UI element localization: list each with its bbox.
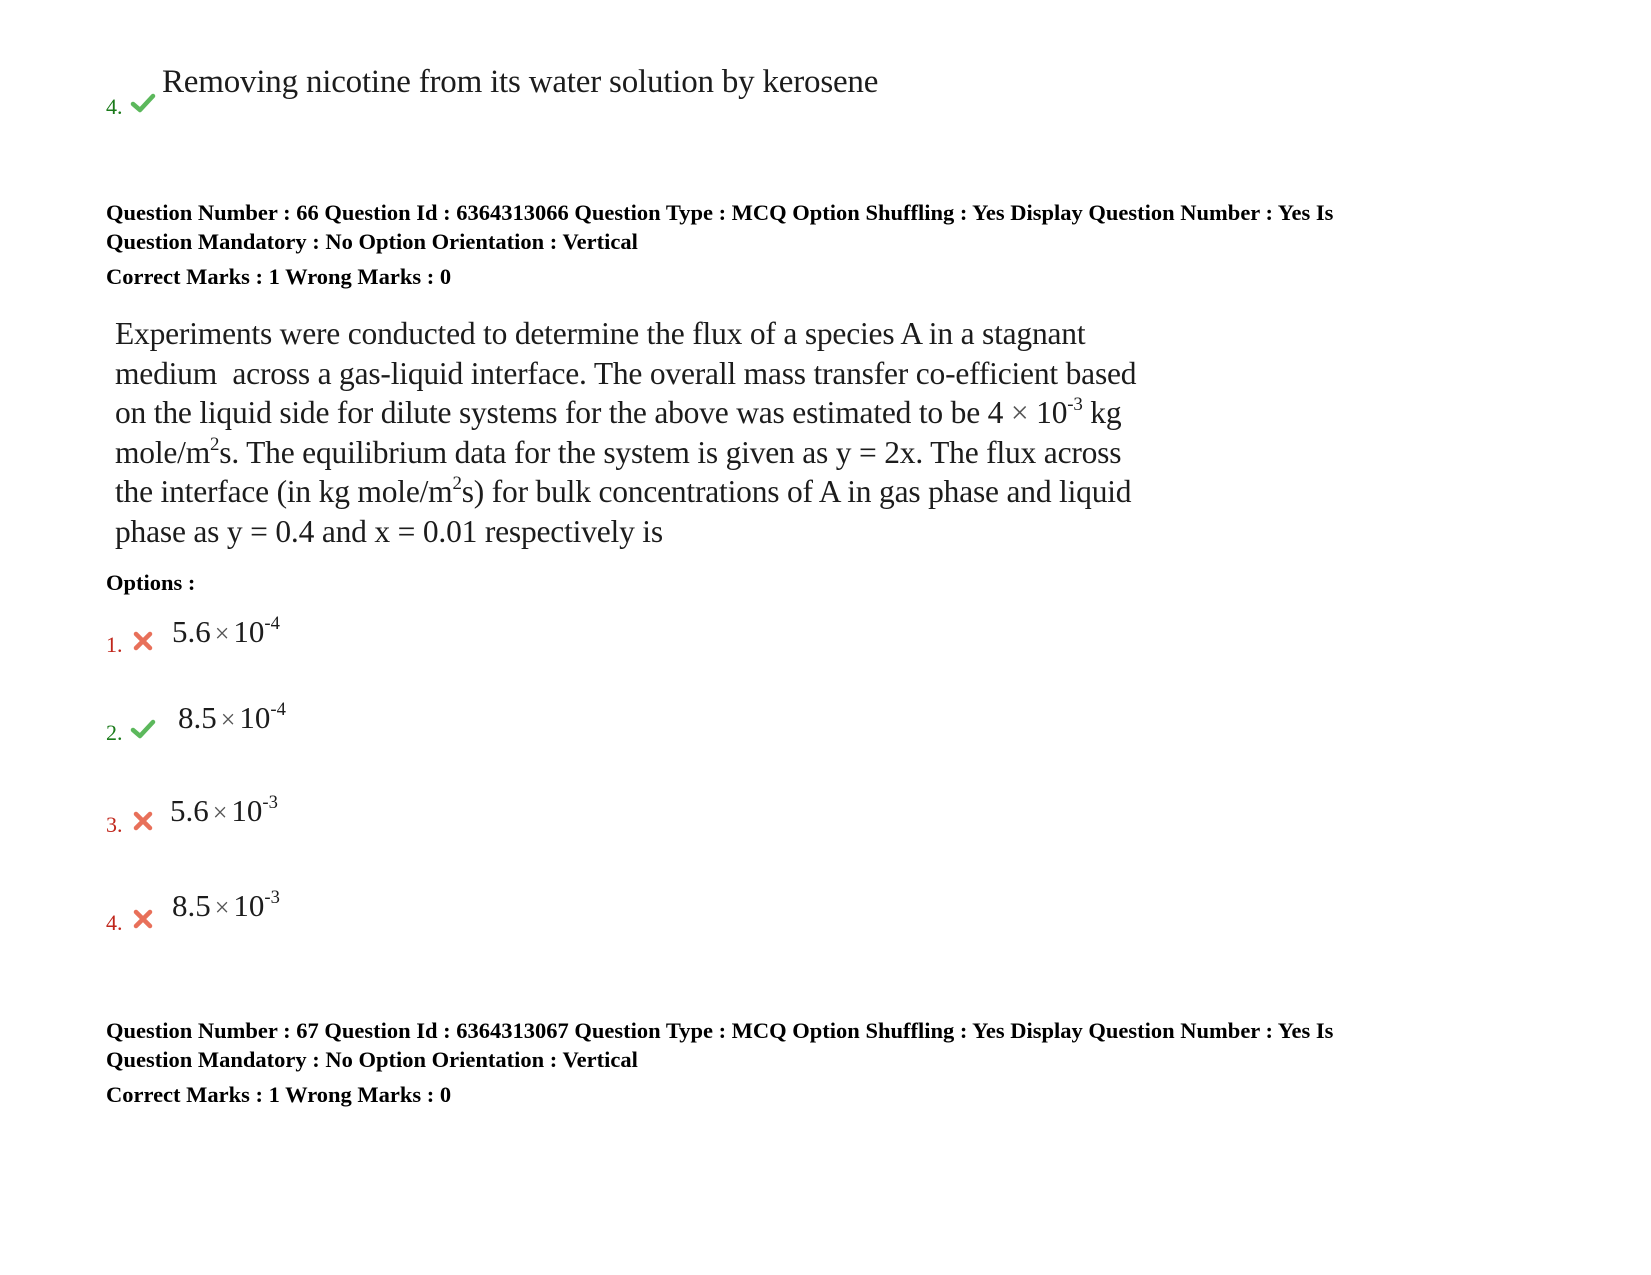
cross-icon [130, 906, 156, 932]
stem-text: on the liquid side for dilute systems for the above was estimated to be 4 [115, 395, 1004, 430]
option-text [172, 888, 280, 924]
stem-line: phase as y = 0.4 and x = 0.01 respectively is [115, 513, 663, 549]
option-number: 4. [106, 94, 123, 119]
question-67-marks: Correct Marks : 1 Wrong Marks : 0 [106, 1082, 452, 1107]
stem-line: Experiments were conducted to determine the flux of a species A in a stagnant [115, 316, 1086, 351]
stem-text: s) for bulk concentrations of A in gas phase and liquid [461, 474, 1132, 509]
question-66-marks: Correct Marks : 1 Wrong Marks : 0 [106, 264, 452, 289]
stem-line [115, 472, 1265, 512]
times-symbol: × [1010, 395, 1029, 430]
option-number: 1. [106, 632, 123, 657]
mantissa: 5.6 [172, 614, 211, 649]
times-symbol: × [214, 619, 230, 648]
option-number: 2. [106, 720, 123, 745]
exponent: 2 [210, 433, 220, 455]
mantissa: 8.5 [172, 888, 211, 923]
mantissa: 8.5 [178, 700, 217, 735]
option-number: 4. [106, 910, 123, 935]
question-stem [115, 314, 1265, 551]
stem-line: medium across a gas-liquid interface. The overall mass transfer co-efficient based [115, 355, 1137, 391]
base: 10 [233, 888, 265, 923]
cross-icon [130, 808, 156, 834]
check-icon [130, 90, 156, 116]
option-text: Removing nicotine from its water solution by kerosene [162, 64, 879, 100]
exponent: -3 [1067, 393, 1083, 415]
question-66-meta [106, 198, 1546, 256]
question-67-meta [106, 1016, 1546, 1074]
check-icon [130, 716, 156, 742]
base: 10 [231, 793, 263, 828]
exponent: -4 [270, 698, 286, 720]
option-number: 3. [106, 812, 123, 837]
meta-line-2: Question Mandatory : No Option Orientation : Vertical [106, 229, 638, 254]
meta-line-1: Question Number : 67 Question Id : 6364313067 Question Type : MCQ Option Shuffling : Yes Display Question Number : Yes Is [106, 1018, 1334, 1043]
exponent: 2 [452, 472, 462, 494]
mantissa: 5.6 [170, 793, 209, 828]
options-label: Options : [106, 570, 196, 595]
base: 10 [233, 614, 265, 649]
meta-line-1: Question Number : 66 Question Id : 6364313066 Question Type : MCQ Option Shuffling : Yes Display Question Number : Yes Is [106, 200, 1334, 225]
option-text [178, 700, 286, 736]
option-text [172, 614, 280, 650]
exponent: -3 [264, 886, 280, 908]
stem-text: mole/m [115, 434, 211, 470]
times-symbol: × [220, 705, 236, 734]
cross-icon [130, 628, 156, 654]
exponent: -4 [264, 612, 280, 634]
stem-line [115, 393, 1265, 433]
option-text [170, 793, 278, 829]
stem-text: kg [1082, 395, 1122, 430]
times-symbol: × [212, 798, 228, 827]
exponent: -3 [262, 791, 278, 813]
stem-text: 10 [1036, 395, 1068, 430]
stem-text: s. The equilibrium data for the system is given as y = 2x. The flux across [219, 434, 1122, 470]
meta-line-2: Question Mandatory : No Option Orientation : Vertical [106, 1047, 638, 1072]
times-symbol: × [214, 893, 230, 922]
stem-text: the interface (in kg mole/m [115, 474, 453, 509]
base: 10 [239, 700, 271, 735]
stem-line [115, 433, 1265, 473]
